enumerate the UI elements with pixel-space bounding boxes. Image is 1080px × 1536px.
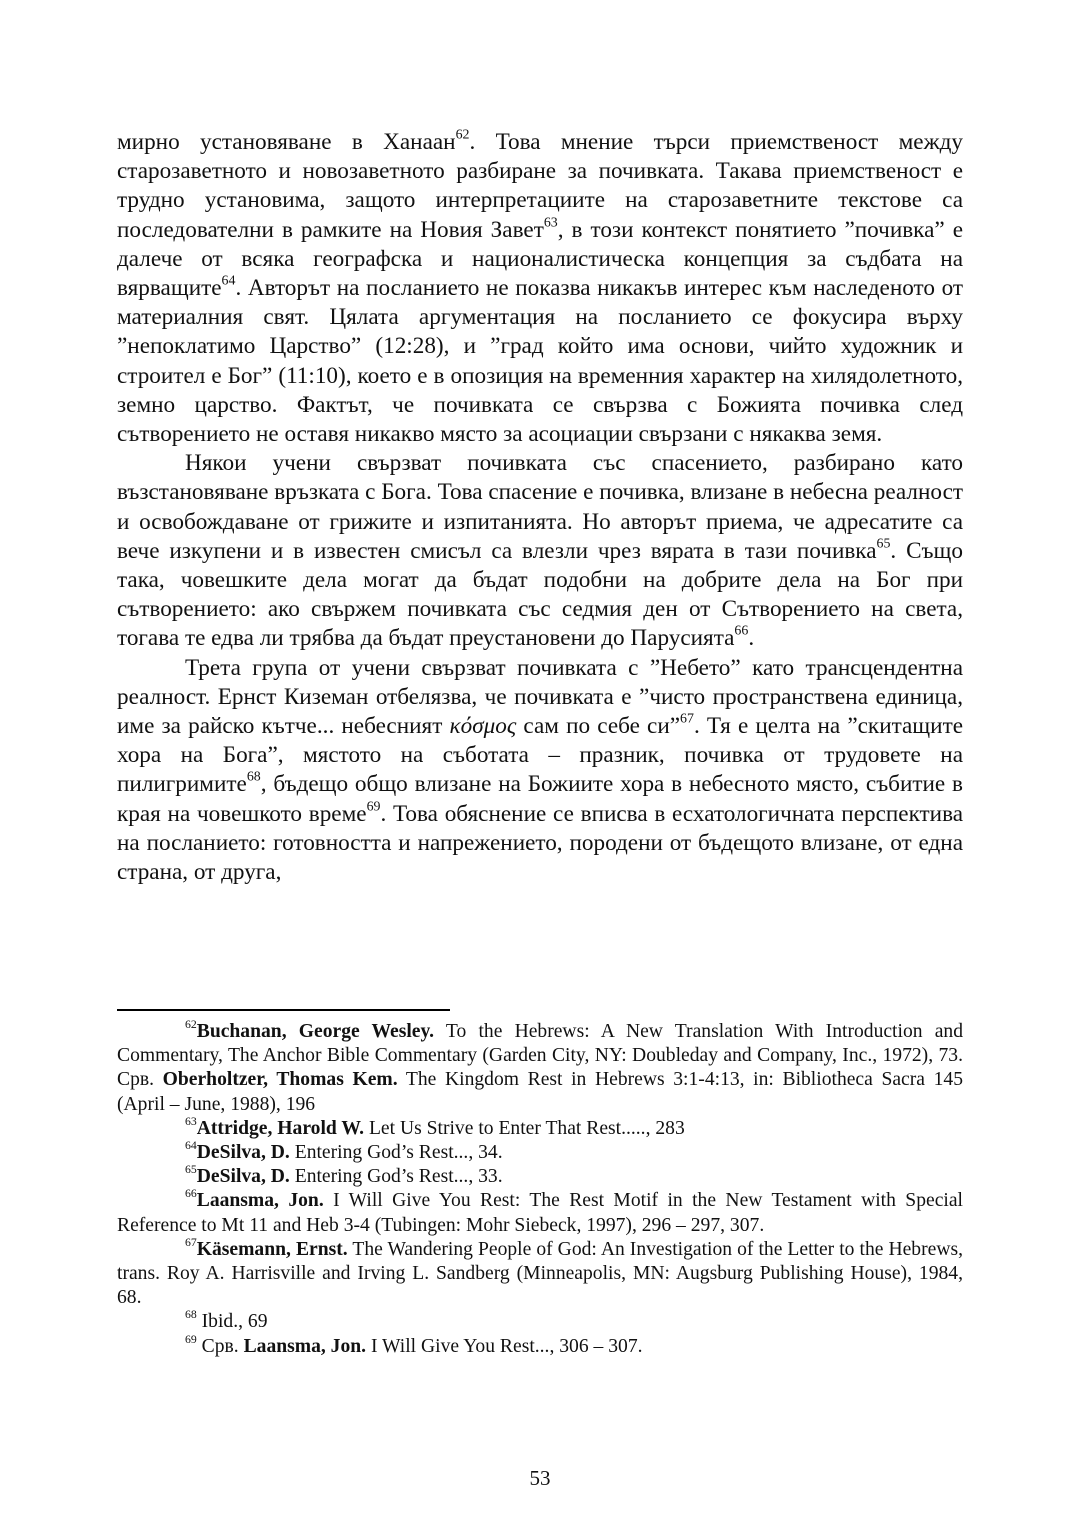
footnote-reference[interactable]: 66: [734, 624, 749, 640]
footnote-number[interactable]: 63: [185, 1115, 197, 1128]
page-body: [117, 128, 963, 887]
body-text: [117, 128, 963, 887]
text-run: Трета група от учени свързват почивката с ”Небето” като трансцендентна реалност. Ернст Киземан отбелязва, че почивката е ”чисто пространствена единица, име за райско кътче... небесният: [117, 654, 963, 740]
greek-term: κόσμος: [449, 713, 517, 740]
footnote-author: Laansma, Jon.: [196, 1190, 324, 1212]
footnote-text: I Will Give You Rest..., 306 – 307.: [366, 1335, 643, 1357]
text-run: , в този контекст понятието ”почивка” е далече от всяка географска и националистическа концепция за съдбата на вярващите: [117, 216, 963, 302]
footnote-text: The Wandering People of God: An Investigation of the Letter to the Hebrews, trans. Roy A. Harrisville and Irving L. Sandberg (Minneapolis, MN: Augsburg Publishing House), 1984, 68.: [117, 1238, 964, 1309]
footnote-text: Let Us Strive to Enter That Rest....., 283: [364, 1117, 685, 1139]
footnote-reference[interactable]: 65: [876, 536, 891, 552]
text-run: , бъдещо общо влизане на Божиите хора в небесното място, събитие в края на човешкото време: [117, 771, 963, 827]
page-number: 53: [529, 1466, 551, 1490]
footnote-author: Laansma, Jon.: [243, 1335, 367, 1357]
text-run: . Това обяснение се вписва в есхатологичната перспектива на посланието: готовността и напрежението, породени от бъдещото влизане, от една страна, от друга,: [117, 800, 964, 886]
text-run: .: [748, 625, 755, 652]
footnote-text: The Kingdom Rest in Hebrews 3:1-4:13, in: Bibliotheca Sacra 145 (April – June, 1988), 196: [117, 1069, 963, 1115]
footnote-text: To the Hebrews: A New Translation With Introduction and Commentary, The Anchor Bible Commentary (Garden City, NY: Doubleday and Company, Inc., 1972), 73. Срв.: [117, 1021, 963, 1091]
footnote-author: DeSilva, D.: [196, 1142, 290, 1164]
footnote-author: DeSilva, D.: [196, 1166, 290, 1188]
text-run: . Авторът на посланието не показва никакъв интерес към наследеното от материалния свят. Цялата аргументация на посланието се фокусира върху ”непоклатимо Царство” (12:28), и ”град който има основи, чийто художник и строител е Бог” (11:10), което е в опозиция на временния характер на хилядолетното, земно царство. Фактът, че почивката се свързва с Божията почивка след сътворението не оставя никакво място за асоциации свързани с някаква земя.: [117, 275, 963, 448]
footnote-author: Oberholtzer, Thomas Kem.: [162, 1069, 398, 1091]
footnote-text: Entering God’s Rest..., 34.: [289, 1142, 503, 1164]
footnote-number[interactable]: 64: [185, 1139, 197, 1153]
text-run: сам по себе си”: [516, 713, 681, 740]
footnote-separator: [117, 1009, 450, 1011]
text-run: . Тя е целта на ”скитащите хора на Бога”, мястото на съботата – празник, почивка от трудовете на пилигримите: [117, 713, 963, 798]
paragraph: [117, 449, 963, 653]
footnote-text: I Will Give You Rest: The Rest Motif in the New Testament with Special Reference to Mt 11 and Heb 3-4 (Tubingen: Mohr Siebeck, 1997), 296 – 297, 307.: [117, 1190, 963, 1236]
footnote-author: Buchanan, George Wesley.: [196, 1021, 435, 1042]
footnote-text: Entering God’s Rest..., 33.: [289, 1166, 503, 1188]
footnote-number[interactable]: 67: [185, 1236, 197, 1250]
footnote-number[interactable]: 69: [185, 1332, 197, 1346]
footnote-reference[interactable]: 63: [543, 215, 558, 231]
footnote-number[interactable]: 62: [185, 1018, 197, 1032]
footnote-number[interactable]: 68: [185, 1308, 197, 1322]
footnote-number[interactable]: 65: [185, 1163, 197, 1177]
text-run: . Това мнение търси приемственост между старозаветното и новозаветното разбиране за почивката. Такава приемственост е трудно установима, защото интерпретациите на старозаветните текстове са последователни в рамките на Новия Завет: [117, 129, 963, 243]
footnote-reference[interactable]: 67: [680, 711, 694, 727]
footnote-prefix: Срв.: [196, 1335, 244, 1357]
text-run: . Също така, човешките дела могат да бъдат подобни на добрите дела на Бог при сътворението: ако свържем почивката със седмия ден от Сътворението на света, тогава те едва ли трябва да бъдат преустановени до Парусията: [117, 537, 963, 652]
paragraph: [117, 128, 963, 449]
footnote-67: [117, 1238, 963, 1311]
footnote-author: Attridge, Harold W.: [196, 1117, 365, 1139]
footnote-author: Käsemann, Ernst.: [196, 1238, 348, 1260]
footnote-text: Ibid., 69: [196, 1311, 268, 1333]
footnote-reference[interactable]: 69: [366, 799, 381, 815]
footnote-reference[interactable]: 64: [221, 273, 236, 289]
footnotes: [117, 1020, 963, 1359]
footnote-64: [117, 1141, 963, 1165]
footnote-66: [117, 1189, 963, 1237]
footnote-65: [117, 1165, 963, 1189]
footnote-reference[interactable]: 62: [455, 127, 470, 143]
footnote-68: [117, 1310, 963, 1334]
footnote-number[interactable]: 66: [185, 1187, 197, 1201]
footnote-62: [117, 1020, 963, 1117]
text-run: мирно установяване в Ханаан: [117, 129, 456, 155]
text-run: Някои учени свързват почивката със спасението, разбирано като възстановяване връзката с Бога. Това спасение е почивка, влизане в небесна реалност и освобождаване от грижите и изпитанията. Но авторът приема, че адресатите са вече изкупени и в известен смисъл са влезли чрез вярата в тази почивка: [117, 450, 963, 564]
footnote-63: [117, 1117, 963, 1141]
paragraph: [117, 654, 963, 888]
footnote-69: [117, 1332, 963, 1359]
footnote-reference[interactable]: 68: [246, 770, 261, 786]
